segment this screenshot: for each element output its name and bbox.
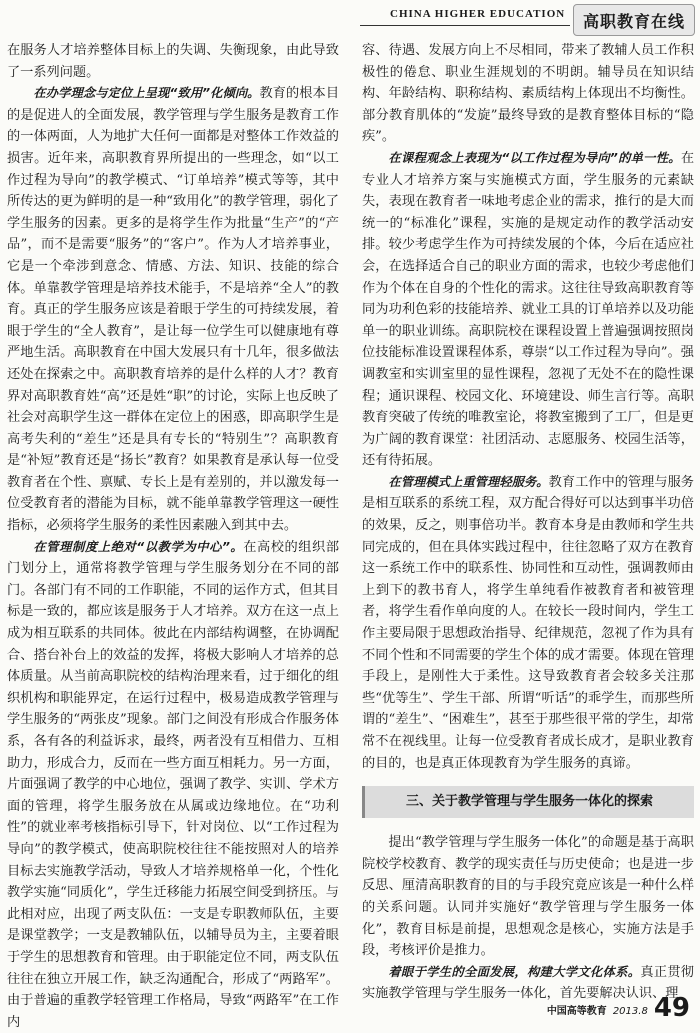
paragraph-body: 真正贯彻实施教学管理与学生服务一体化，首先要解决认识、理 <box>362 964 694 1002</box>
paragraph-body: 教育工作中的管理与服务是相互联系的系统工程，双方配合得好可以达到事半功倍的效果，反之，则事倍功半。教育本身是由教师和学生共同完成的，但在具体实践过程中，往往忽略了双方在教育这一系统工作中的联系性、协同性和互动性，强调教师由上到下的教书育人，将学生单纯看作被教育者和被管理者，将学生看作单向度的人。在较长一段时间内，学生工作主要局限于思想政治指导、纪律规范，忽视了作为具有不同个性和不同需要的学生个体的成才需要。体现在管理手段上，是刚性大于柔性。这导致教育者会较多关注那些“优等生”、学生干部、所谓“听话”的乖学生，而那些所谓的“差生”、“困难生”，甚至于那些很平常的学生，却常常不在视线里。让每一位受教育者成长成才，是职业教育的目的，也是真正体现教育为学生服务的真谛。 <box>362 474 694 771</box>
paragraph-lead: 在管理模式上重管理轻服务。 <box>388 474 549 489</box>
paragraph-body: 在专业人才培养方案与实施模式方面，学生服务的元素缺失，表现在教育者一味地考虑企业的需求，推行的是大而统一的“标准化”课程，实施的是规定动作的教学活动安排。较少考虑学生作为可持续发展的个体，今后在适应社会，在选择适合自己的职业方面的需求，也较少考虑他们作为个体在自身的个性化的需求。这往往导致高职教育等同为功利色彩的技能培养、就业工具的订单培养以及功能单一的职业训练。高职院校在课程设置上普遍强调按照岗位技能标准设置课程体系，尊崇“以工作过程为导向”。强调教室和实训室里的显性课程，忽视了无处不在的隐性课程；通识课程、校园文化、环境建设、师生言行等。高职教育突破了传统的唯教室论，将教室搬到了工厂，但是更为广阔的教育课堂：社团活动、志愿服务、校园生活等，还有待拓展。 <box>362 150 694 469</box>
paragraph <box>362 472 694 774</box>
paragraph-body: 教育的根本目的是促进人的全面发展，教学管理与学生服务是教育工作的一体两面，人为地扩大任何一面都是对整体工作效益的损害。近年来，高职教育界所提出的一些理念，如“以工作过程为导向”的教学模式、“订单培养”模式等等，其中所传达的更为鲜明的是一种“致用化”的教学管理，弱化了学生服务的因素。更多的是将学生作为批量“生产”的“产品”，而不是需要“服务”的“客户”。作为人才培养事业，它是一个牵涉到意念、情感、方法、知识、技能的综合体。单靠教学管理是培养技术能手，不是培养“全人”的教育。真正的学生服务应该是着眼于学生的可持续发展，着眼于学生的“全人教育”，是让每一位学生可以健康地有尊严地生活。高职教育在中国大发展只有十几年，很多做法还处在探索之中。高职教育培养的是什么样的人才？教育界对高职教育姓“高”还是姓“职”的讨论，实际上也反映了社会对高职学生这一群体在定位上的困惑，即高职学生是高考失利的“差生”还是具有专长的“特别生”？高职教育是“补短”教育还是“扬长”教育？如果教育是承认每一位受教育者在个性、禀赋、专长上是有差别的，并以激发每一位受教育者的潜能为目标，就不能单靠教学管理这一硬性指标，必须将学生服务的柔性因素融入到其中去。 <box>7 86 340 534</box>
left-column <box>7 40 339 1033</box>
paragraph-lead: 在课程观念上表现为“以工作过程为导向”的单一性。 <box>388 150 681 165</box>
page-footer <box>547 995 690 1021</box>
header-rule <box>360 25 570 26</box>
paragraph <box>7 537 339 1033</box>
paragraph: 提出“教学管理与学生服务一体化”的命题是基于高职院校学校教育、教学的现实责任与历史使命；也是进一步反思、厘清高职教育的目的与手段究竟应该是一种什么样的关系问题。认同并实施好“教学管理与学生服务一体化”，教育目标是前提，思想观念是核心，实施方法是手段，考核评价是推力。 <box>362 835 694 959</box>
paragraph: 容、待遇、发展方向上不尽相同，带来了教辅人员工作积极性的倦怠、职业生涯规划的不明朗。辅导员在知识结构、年龄结构、职称结构、素质结构上体现出不均衡性。部分教育肌体的“发旋”最终导致的是教育整体目标的“隐疾”。 <box>362 43 694 145</box>
paragraph-lead: 在办学理念与定位上呈现“致用”化倾向。 <box>33 86 260 101</box>
page-number: 49 <box>653 993 690 1023</box>
paragraph-lead: 在管理制度上绝对“以教学为中心”。 <box>33 539 244 554</box>
journal-english-title: CHINA HIGHER EDUCATION <box>390 8 566 20</box>
footer-issue: 2013.8 <box>612 1006 648 1017</box>
paragraph-lead: 着眼于学生的全面发展，构建大学文化体系。 <box>388 964 641 979</box>
footer-journal-name: 中国高等教育 <box>546 1006 607 1017</box>
right-column <box>362 40 694 1005</box>
paragraph <box>7 83 339 536</box>
paragraph <box>362 148 694 472</box>
paragraph: 在服务人才培养整体目标上的失调、失衡现象，由此导致了一系列问题。 <box>7 43 339 80</box>
column-badge: 高职教育在线 <box>573 4 695 36</box>
paragraph-body: 在高校的组织部门划分上，通常将教学管理与学生服务划分在不同的部门。各部门有不同的工作职能，不同的运作方式，但其目标是一致的，都应该是服务于人才培养。双方在这一点上成为相互联系的共同体。彼此在内部结构调整，在协调配合、搭台补台上的效益的发挥，将极大影响人才培养的总体质量。从当前高职院校的结构治理来看，过于细化的组织机构和职能界定，在运行过程中，极易造成教学管理与学生服务的“两张皮”现象。部门之间没有形成合作服务体系，各有各的利益诉求，最终，两者没有互相借力、互相助力，形成合力，反而在一些方面互相耗力。另一方面，片面强调了教学的中心地位，强调了教学、实训、学术方面的管理，将学生服务放在从属或边缘地位。在“功利性”的就业率考核指标引导下，针对岗位、以“工作过程为导向”的教学模式，使高职院校往往不能按照对人的培养目标去实施教学活动，导致人才培养规格单一化，个性化教学实施“同质化”，学生迁移能力拓展空间受到挤压。与此相对应，出现了两支队伍：一支是专职教师队伍，主要是课堂教学；一支是教辅队伍，以辅导员为主，主要着眼于学生的思想教育和管理。由于职能定位不同，两支队伍往往在独立开展工作，缺乏沟通配合，形成了“两路军”。由于普遍的重教学轻管理工作格局，导致“两路军”在工作内 <box>7 539 340 1030</box>
section-heading: 三、关于教学管理与学生服务一体化的探索 <box>362 786 694 818</box>
